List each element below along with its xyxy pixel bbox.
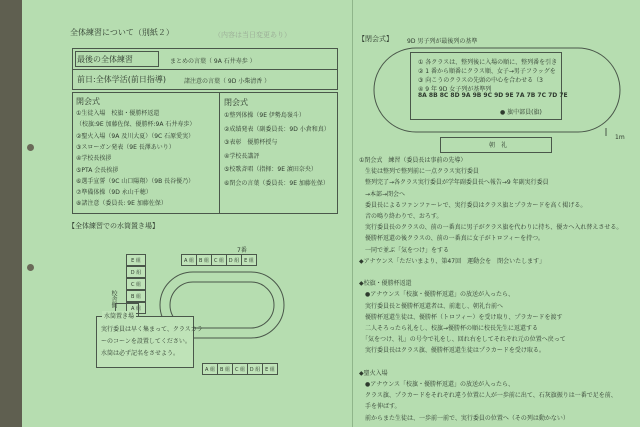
class-cell: E 組	[241, 254, 257, 266]
class-cell: D 組	[247, 363, 263, 375]
prev-day-label: 前日:全体学活(前日指導)	[77, 75, 166, 84]
opening-heading: 開会式	[76, 97, 100, 106]
left-title: 全体練習について（別紙２）	[70, 28, 174, 37]
procedure-line: 「気をつけ、礼」の号令で礼をし、回れ右をしてそれぞれ元の位置へ戻って	[359, 336, 566, 344]
procedure-line: 一同で並ぶ「気をつけ」をする	[359, 246, 450, 254]
fold-crease	[352, 0, 353, 427]
school-building-label: 校舎側	[110, 290, 117, 308]
procedure-line: 前からまた生徒は、一歩前一前で、実行委員の位置へ（その列は動かない）	[359, 414, 569, 422]
procedure-line: ●アナウンス「校旗・優勝杯返還」の放送が入ったら、	[359, 381, 515, 388]
procedure-line: クラス旗、プラカードをそれぞれ違う位置に人が一歩前に出て、石灰旗振りは一番で足を前、	[359, 392, 617, 400]
opening-item: ⑥選手宣誓（9C 山口陽翔）（9B 長谷優乃）	[76, 177, 195, 185]
procedure-line: ◆校旗・優勝杯返還	[359, 280, 412, 288]
procedure-line: 手を伸ばす。	[359, 403, 401, 411]
procedure-line: 実行委員長と優勝杯返還者は、前進し、朝礼台前へ	[359, 302, 504, 310]
one-meter-label: 1m	[615, 134, 625, 141]
closing-item: ②成績発表（副委員長：9D 小倉和真）	[224, 125, 330, 133]
procedure-line: 二人そろったら礼をし、校旗→優勝杯の順に校長先生に返還する	[359, 325, 539, 332]
formation-line-2: ② 1 番から順番にクラス順、女子→男子フラッグを	[418, 68, 556, 75]
last-practice-label: 最後の全体練習	[77, 55, 133, 64]
class-cell: D 組	[126, 266, 146, 278]
right-diagram-title: 9D 男子列が最後列の基準	[407, 38, 478, 45]
printed-page	[22, 0, 640, 427]
procedure-line: 整列完了→各クラス実行委員が学年副委員長へ報告→9 年副実行委員	[359, 179, 549, 187]
water-section-title: 【全体練習での水筒置き場】	[68, 222, 159, 230]
closing-item: ⑥閉会の言葉（委員長：9E 加藤佐保）	[224, 179, 329, 187]
faint-header: （内容は当日変更あり）	[214, 31, 291, 39]
procedure-line: ◆アナウンス「ただいまより、第47回 運動会を 閉会いたします」	[359, 257, 546, 265]
water-note-line-3: 水筒は必ず記名をさせよう。	[101, 350, 180, 357]
class-cell: D 組	[226, 254, 242, 266]
closing-item: ⑤校歌斉唱（指揮：9E 濵田奈央）	[224, 166, 317, 173]
closing-item: ③表彰 優勝杯授与	[224, 139, 278, 146]
procedure-line: 実行委員長はクラス旗、優勝杯返還生徒はプラカードを受け取る。	[359, 347, 545, 355]
prev-day-detail: 諸注意の言葉（ 9D 小柴清香 ）	[184, 78, 271, 85]
podium-label: 朝 礼	[489, 142, 508, 149]
opening-item: ⑦準備体操（9D 永山千穂）	[76, 189, 152, 197]
pole-label: 7番	[237, 247, 247, 254]
opening-item: （校旗:9E 加藤佐保、優勝杯:9A 石井寿歩）	[76, 121, 196, 129]
procedure-line: 優勝杯返還の後クラスの、前の一番真に女子がトロフィーを持つ。	[359, 235, 544, 243]
class-cell: C 組	[211, 254, 227, 266]
opening-item: ①生徒入場 校旗・優勝杯返還	[76, 110, 160, 117]
closing-item: ①整列体操（9E 伊勢島嶺斗）	[224, 112, 305, 119]
class-cell: A 組	[126, 302, 146, 314]
procedure-line: ●アナウンス「校旗・優勝杯返還」の放送が入ったら、	[359, 291, 515, 299]
procedure-line: →本部→閉会へ	[359, 190, 406, 198]
class-cell: C 組	[232, 363, 248, 375]
class-cell: B 組	[196, 254, 212, 266]
formation-class-row: 8A 8B 8C 8D 9A 9B 9C 9D 9E 7A 7B 7C 7D 7E	[418, 92, 568, 99]
opening-item: ③スローガン発表（9E 長澤あいり）	[76, 143, 175, 151]
last-practice-detail: まとめの言葉（ 9A 石井寿歩 ）	[170, 58, 256, 65]
punch-hole	[27, 264, 34, 271]
closing-item: ④学校長講評	[224, 152, 260, 160]
procedure-line: 生徒は整列で整列前に一点クラス実行委員	[359, 168, 479, 176]
class-cell: E 組	[126, 254, 146, 266]
punch-hole	[27, 144, 34, 151]
class-cell: A 組	[202, 363, 218, 375]
class-cell: E 組	[262, 363, 278, 375]
opening-item: ②聖火入場（9A 及川大夏）（9C 石原愛実）	[76, 132, 195, 140]
class-cell: A 組	[181, 254, 197, 266]
closing-heading: 閉会式	[224, 98, 248, 107]
procedure-line: 優勝杯返還生徒は、優勝杯（トロフィー）を受け取り、プラカードを渡す	[359, 313, 563, 321]
opening-item: ④学校長挨拶	[76, 155, 112, 163]
opening-item: ⑤PTA 会長挨拶	[76, 166, 119, 174]
formation-line-3: ③ 向こうのクラスの先頭の中心を合わせる（3	[418, 77, 543, 84]
class-cell: B 組	[217, 363, 233, 375]
procedure-line: 音の鳴り終わりで、おろす。	[359, 213, 443, 220]
formation-line-4: ④ 9 年 9D 女子列が基準列	[418, 86, 492, 93]
opening-item: ⑧諸注意（委員長: 9E 加藤佐保）	[76, 200, 167, 208]
last-practice-frame	[75, 51, 159, 67]
procedure-line: 実行委員長のクラスの、前の一番真に男子がクラス旗を代わりに持ち、優カへ入れ替えさせる。	[359, 224, 623, 232]
class-cell: C 組	[126, 278, 146, 290]
procedure-line: ①閉会式 練習（委員長は事前の先導）	[359, 157, 467, 164]
water-note-title: 水筒置き場	[104, 313, 135, 320]
procedure-line: 委員長によるファンファーレで、実行委員はクラス旗とプラカードを高く掲げる。	[359, 201, 587, 209]
class-cell: B 組	[126, 290, 146, 302]
water-note-line-2: ーのコーンを設置してください。	[101, 338, 191, 345]
procedure-line: ◆聖火入場	[359, 369, 388, 377]
formation-note: ● 旗中部員(旗)	[500, 109, 542, 116]
formation-line-1: ① 各クラスは、整列後に入場の順に、整列番を引き	[418, 59, 558, 66]
water-note-line-1: 実行委員は早く集まって、クラスカラ	[101, 326, 203, 333]
right-heading: 【閉会式】	[358, 35, 393, 43]
